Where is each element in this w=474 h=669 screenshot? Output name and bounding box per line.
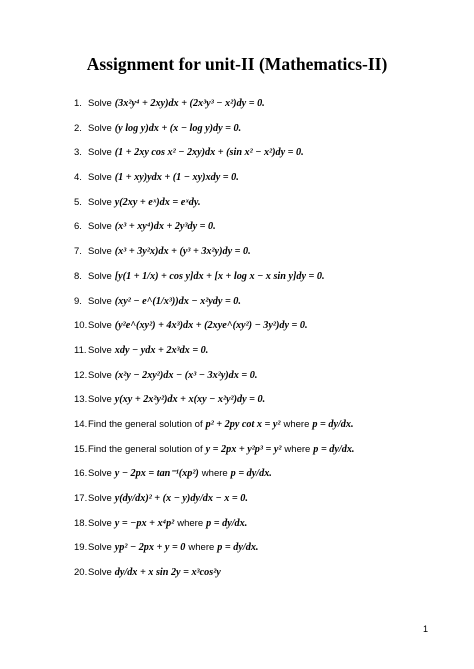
- question-item: [74, 468, 454, 493]
- question-lead-text: Solve: [88, 196, 112, 208]
- question-number: 14.: [74, 418, 88, 430]
- question-number: 5.: [74, 196, 82, 208]
- question-number: 10.: [74, 320, 88, 332]
- question-connector-text: where: [201, 468, 228, 480]
- question-connector-text: where: [177, 517, 204, 529]
- question-item: [74, 221, 454, 246]
- question-equation: y(xy + 2x²y²)dx + x(xy − x²y²)dy = 0.: [114, 394, 266, 406]
- question-item: [74, 419, 454, 444]
- question-item: [74, 345, 454, 370]
- question-condition: p = dy/dx.: [217, 542, 259, 554]
- question-lead-text: Solve: [88, 394, 112, 406]
- question-connector-text: where: [283, 418, 310, 430]
- question-equation: (xy² − e^(1/x³))dx − x²ydy = 0.: [114, 295, 241, 307]
- question-number: 13.: [74, 394, 88, 406]
- question-item: [74, 444, 454, 469]
- question-item: [74, 542, 454, 567]
- question-equation: (x²y − 2xy²)dx − (x³ − 3x²y)dx = 0.: [114, 369, 258, 381]
- question-lead-text: Find the general solution of: [88, 443, 203, 455]
- question-lead-text: Solve: [88, 172, 112, 184]
- question-equation: dy/dx + x sin 2y = x³cos²y: [114, 567, 221, 579]
- question-lead-text: Solve: [88, 567, 112, 579]
- question-lead-text: Solve: [88, 517, 112, 529]
- question-item: [74, 493, 454, 518]
- question-equation: (y²e^(xy²) + 4x³)dx + (2xye^(xy²) − 3y²)dy = 0.: [114, 320, 308, 332]
- question-number: 15.: [74, 443, 88, 455]
- question-lead-text: Find the general solution of: [88, 418, 203, 430]
- question-equation: (x³ + 3y²x)dx + (y³ + 3x²y)dy = 0.: [114, 246, 251, 258]
- question-lead-text: Solve: [88, 295, 112, 307]
- question-number: 7.: [74, 246, 82, 258]
- question-number: 3.: [74, 147, 82, 159]
- question-item: [74, 197, 454, 222]
- question-number: 16.: [74, 468, 88, 480]
- question-equation: (1 + 2xy cos x² − 2xy)dx + (sin x² − x²)dy = 0.: [114, 147, 304, 159]
- question-lead-text: Solve: [88, 468, 112, 480]
- question-equation: xdy − ydx + 2x³dx = 0.: [114, 344, 209, 356]
- question-equation: [y(1 + 1/x) + cos y]dx + [x + log x − x sin y]dy = 0.: [114, 270, 325, 282]
- question-equation: y = 2px + y²p³ = y²: [205, 443, 282, 455]
- question-number: 9.: [74, 295, 82, 307]
- question-lead-text: Solve: [88, 542, 112, 554]
- question-equation: y − 2px = tan⁻¹(xp²): [114, 468, 199, 480]
- question-item: [74, 567, 454, 592]
- question-lead-text: Solve: [88, 122, 112, 134]
- question-equation: y = −px + x⁴p²: [114, 517, 175, 529]
- question-equation: yp² − 2px + y = 0: [114, 542, 186, 554]
- question-lead-text: Solve: [88, 147, 112, 159]
- question-lead-text: Solve: [88, 98, 112, 109]
- question-item: [74, 98, 454, 123]
- question-number: 19.: [74, 542, 88, 554]
- question-lead-text: Solve: [88, 221, 112, 233]
- question-item: [74, 394, 454, 419]
- question-equation: y(dy/dx)² + (x − y)dy/dx − x = 0.: [114, 493, 248, 504]
- question-lead-text: Solve: [88, 320, 112, 332]
- question-equation: (1 + xy)ydx + (1 − xy)xdy = 0.: [114, 172, 239, 184]
- question-item: [74, 370, 454, 395]
- question-lead-text: Solve: [88, 493, 112, 504]
- page-number: 1: [422, 624, 428, 634]
- question-lead-text: Solve: [88, 344, 112, 356]
- question-number: 17.: [74, 493, 88, 504]
- question-lead-text: Solve: [88, 270, 112, 282]
- question-number: 11.: [74, 344, 87, 356]
- question-item: [74, 246, 454, 271]
- question-item: [74, 320, 454, 345]
- question-connector-text: where: [284, 443, 311, 455]
- question-number: 8.: [74, 270, 82, 282]
- question-item: [74, 296, 454, 321]
- question-condition: p = dy/dx.: [206, 517, 248, 529]
- question-equation: y(2xy + eˣ)dx = eˣdy.: [114, 196, 201, 208]
- question-item: [74, 518, 454, 543]
- question-equation: (y log y)dx + (x − log y)dy = 0.: [114, 122, 242, 134]
- question-condition: p = dy/dx.: [230, 468, 272, 480]
- question-equation: (x³ + xy⁴)dx + 2y³dy = 0.: [114, 221, 216, 233]
- question-equation: p² + 2py cot x = y²: [205, 418, 281, 430]
- question-equation: (3x²y⁴ + 2xy)dx + (2x³y³ − x²)dy = 0.: [114, 98, 265, 109]
- question-item: [74, 147, 454, 172]
- question-number: 2.: [74, 122, 82, 134]
- question-lead-text: Solve: [88, 246, 112, 258]
- question-connector-text: where: [188, 542, 215, 554]
- question-number: 1.: [74, 98, 82, 109]
- question-number: 4.: [74, 172, 82, 184]
- question-item: [74, 123, 454, 148]
- question-item: [74, 271, 454, 296]
- question-number: 12.: [74, 369, 88, 381]
- page-title: Assignment for unit-II (Mathematics-II): [86, 54, 388, 74]
- question-number: 6.: [74, 221, 82, 233]
- question-condition: p = dy/dx.: [313, 443, 355, 455]
- question-condition: p = dy/dx.: [312, 418, 354, 430]
- question-item: [74, 172, 454, 197]
- question-lead-text: Solve: [88, 369, 112, 381]
- question-list: [74, 98, 454, 592]
- question-number: 20.: [74, 567, 88, 579]
- question-number: 18.: [74, 517, 88, 529]
